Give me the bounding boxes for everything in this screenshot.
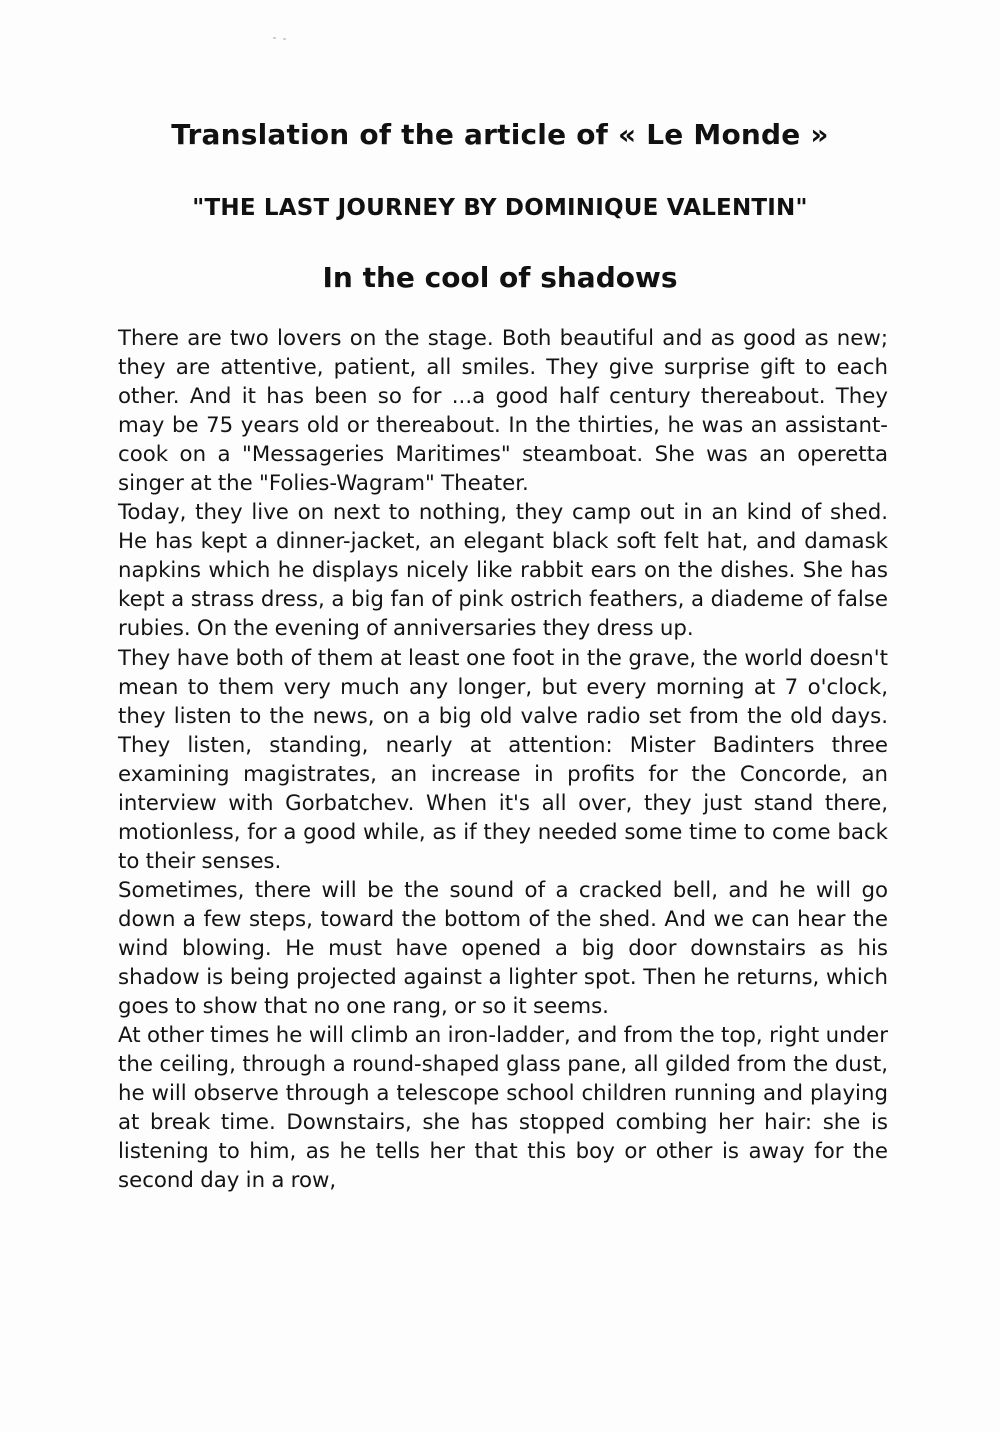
paragraph-1: There are two lovers on the stage. Both beautiful and as good as new; they are attentive, patient, all smiles. They give surprise gift to each other. And it has been so for ...a good half century thereabout. They may be 75 years old or thereabout. In the thirties, he was an assistant-cook on a "Messageries Maritimes" steamboat. She was an operetta singer at the "Folies-Wagram" Theater. [118,326,888,497]
paragraph-5: At other times he will climb an iron-ladder, and from the top, right under the ceiling, through a round-shaped glass pane, all gilded from the dust, he will observe through a telescope school children running and playing at break time. Downstairs, she has stopped combing her hair: she is listening to him, as he tells her that this boy or other is away for the second day in a row, [118,1023,888,1194]
article-body [118,324,888,1195]
paragraph-4: Sometimes, there will be the sound of a cracked bell, and he will go down a few steps, toward the bottom of the shed. And we can hear the wind blowing. He must have opened a big door downstairs as his shadow is being projected against a lighter spot. Then he returns, which goes to show that no one rang, or so it seems. [118,877,888,1020]
paragraph-3: They have both of them at least one foot in the grave, the world doesn't mean to them very much any longer, but every morning at 7 o'clock, they listen to the news, on a big old valve radio set from the old days. They listen, standing, nearly at attention: Mister Badinters three examining magistrates, an increase in profits for the Concorde, an interview with Gorbatchev. When it's all over, they just stand there, motionless, for a good while, as if they needed some time to come back to their senses. [118,645,888,874]
document-title: Translation of the article of « Le Monde » [171,118,829,151]
paragraph-2: Today, they live on next to nothing, they camp out in an kind of shed. He has kept a dinner-jacket, an elegant black soft felt hat, and damask napkins which he displays nicely like rabbit ears on the dishes. She has kept a strass dress, a big fan of pink ostrich feathers, a diademe of false rubies. On the evening of anniversaries they dress up. [118,500,888,642]
document-subtitle: "THE LAST JOURNEY BY DOMINIQUE VALENTIN" [192,195,808,221]
scan-speck [273,37,276,39]
scan-speck [283,38,286,40]
document-heading: In the cool of shadows [322,261,678,294]
